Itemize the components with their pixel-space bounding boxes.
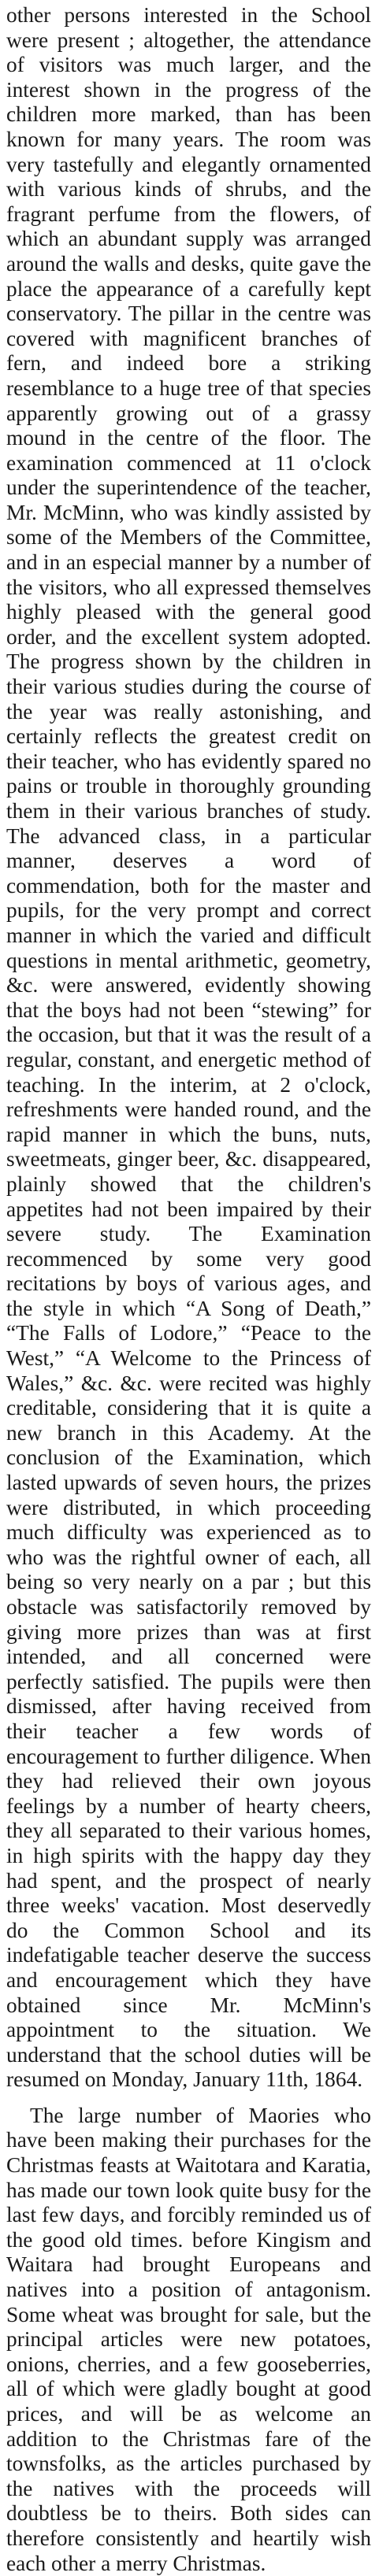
- article-school-examination: other persons interested in the School were present ; altogether, the attendance of visitors was much larger, and the interest shown in the progress of the children more marked, than has been known for many years. The room was very tastefully and elegantly ornamented with various kinds of shrubs, and the fragrant perfume from the flowers, of which an abundant supply was arranged around the walls and desks, quite gave the place the appearance of a carefully kept conservatory. The pillar in the centre was covered with magnificent branches of fern, and indeed bore a striking resemblance to a huge tree of that species apparently growing out of a grassy mound in the centre of the floor. The examination commenced at 11 o'clock under the superintendence of the teacher, Mr. McMinn, who was kindly assisted by some of the Members of the Committee, and in an especial manner by a number of the visitors, who all expressed themselves highly pleased with the general good order, and the excellent system adopted. The progress shown by the children in their various studies during the course of the year was really astonishing, and certainly reflects the greatest credit on their teacher, who has evidently spared no pains or trouble in thoroughly grounding them in their various branches of study. The advanced class, in a particular manner, deserves a word of commendation, both for the master and pupils, for the very prompt and correct manner in which the varied and difficult questions in mental arithmetic, geometry, &c. were answered, evidently showing that the boys had not been “stewing” for the occasion, but that it was the result of a regular, constant, and energetic method of teaching. In the interim, at 2 o'clock, refreshments were handed round, and the rapid manner in which the buns, nuts, sweetmeats, ginger beer, &c. disappeared, plainly showed that the children's appetites had not been impaired by their severe study. The Examination recommenced by some very good recitations by boys of various ages, and the style in which “A Song of Death,” “The Falls of Lodore,” “Peace to the West,” “A Welcome to the Princess of Wales,” &c. &c. were recited was highly creditable, considering that it is quite a new branch in this Academy. At the conclusion of the Examination, which lasted upwards of seven hours, the prizes were distributed, in which proceeding much difficulty was experienced as to who was the rightful owner of each, all being so very nearly on a par ; but this obstacle was satisfactorily removed by giving more prizes than was at first intended, and all concerned were perfectly satisfied. The pupils were then dismissed, after having received from their teacher a few words of encouragement to further diligence. When they had relieved their own joyous feelings by a number of hearty cheers, they all separated to their various homes, in high spirits with the happy day they had spent, and the prospect of nearly three weeks' vacation. Most deservedly do the Common School and its indefatigable teacher deserve the success and encouragement which they have obtained since Mr. McMinn's appointment to the situation. We understand that the school duties will be resumed on Monday, January 11th, 1864.: [6, 3, 371, 2092]
- article-maori-christmas-trade: The large number of Maories who have been making their purchases for the Christmas feasts at Waitotara and Karatia, has made our town look quite busy for the last few days, and forcibly reminded us of the good old times. before Kingism and Waitara had brought Europeans and natives into a position of antagonism. Some wheat was brought for sale, but the principal articles were new potatoes, onions, cherries, and a few gooseberries, all of which were gladly bought at good prices, and will be as welcome an addition to the Christmas fare of the townsfolks, as the articles purchased by the natives with the proceeds will doubtless be to theirs. Both sides can therefore consistently and heartily wish each other a merry Christmas.: [6, 2103, 371, 2575]
